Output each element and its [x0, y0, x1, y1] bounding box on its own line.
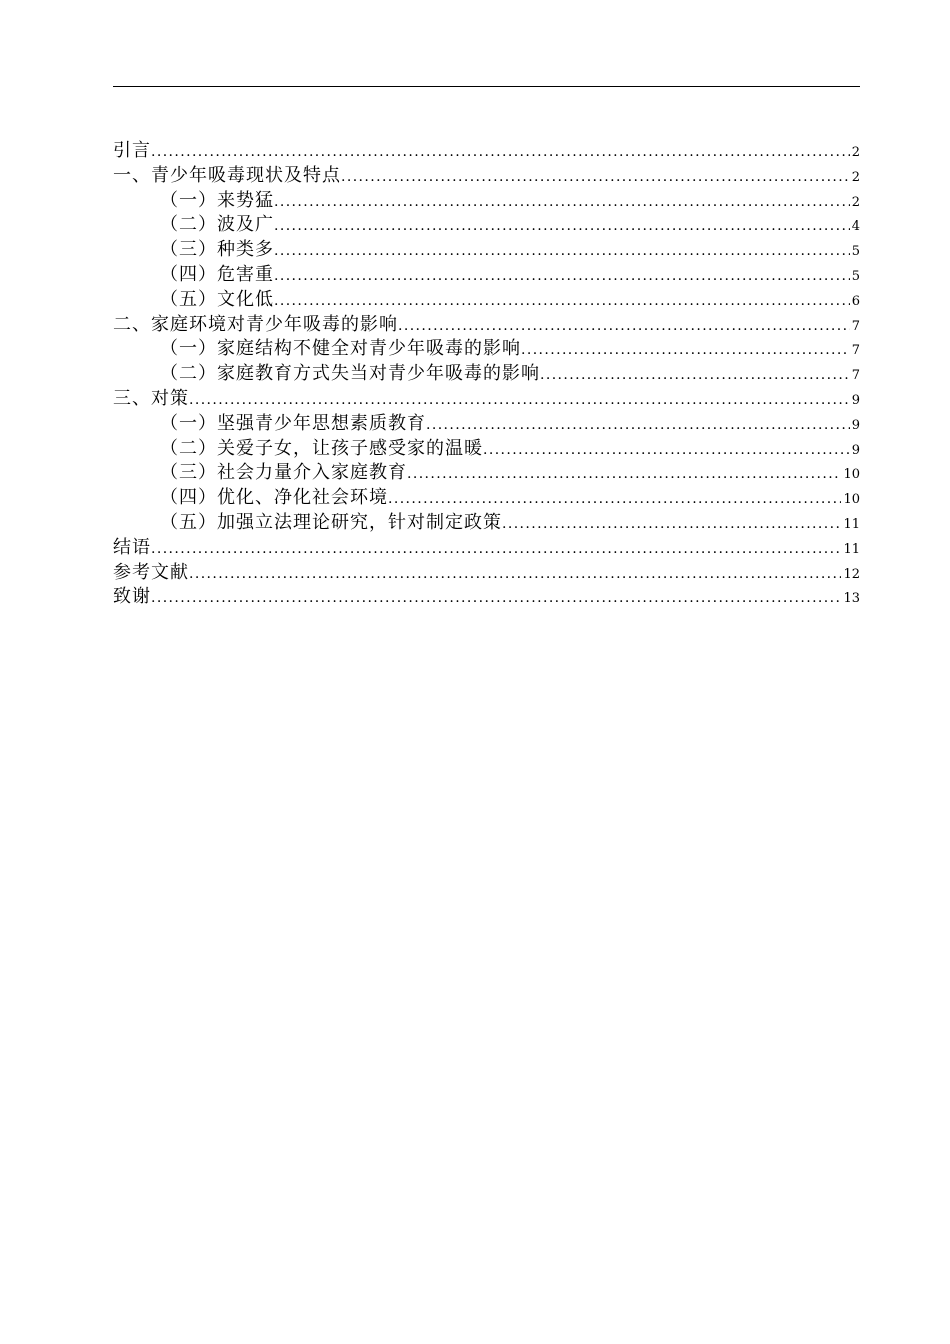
toc-dot-leader: [189, 562, 841, 586]
toc-entry[interactable]: [113, 238, 860, 263]
toc-dot-leader: [483, 438, 850, 462]
toc-entry-label: 致谢: [113, 586, 151, 608]
toc-entry-page-number: 10: [843, 467, 860, 483]
toc-entry-label: （一）来势猛: [160, 189, 274, 211]
toc-entry-label: 参考文献: [113, 561, 189, 583]
toc-entry-label: （三）社会力量介入家庭教育: [160, 462, 407, 484]
toc-dot-leader: [274, 289, 850, 313]
toc-entry[interactable]: [113, 585, 860, 610]
toc-dot-leader: [388, 487, 841, 511]
toc-entry-page-number: 10: [843, 492, 860, 508]
toc-entry[interactable]: [113, 511, 860, 536]
toc-dot-leader: [341, 165, 850, 189]
toc-entry-page-number: 7: [851, 343, 860, 359]
toc-entry-page-number: 11: [843, 516, 860, 532]
toc-entry-label: （五）加强立法理论研究，针对制定政策: [160, 511, 502, 533]
toc-entry-page-number: 2: [851, 194, 860, 210]
toc-entry-label: （四）优化、净化社会环境: [160, 487, 388, 509]
toc-dot-leader: [521, 338, 850, 362]
toc-entry[interactable]: [113, 164, 860, 189]
toc-entry[interactable]: [113, 486, 860, 511]
toc-entry-label: （三）种类多: [160, 239, 274, 261]
toc-entry[interactable]: [113, 536, 860, 561]
toc-entry-page-number: 9: [851, 442, 860, 458]
toc-entry[interactable]: [113, 362, 860, 387]
toc-entry-label: （二）家庭教育方式失当对青少年吸毒的影响: [160, 363, 540, 385]
toc-entry[interactable]: [113, 437, 860, 462]
toc-entry-label: 结语: [113, 536, 151, 558]
toc-dot-leader: [426, 413, 850, 437]
toc-dot-leader: [151, 537, 841, 561]
toc-entry[interactable]: [113, 461, 860, 486]
toc-entry-label: 三、对策: [113, 387, 189, 409]
toc-entry-label: 引言: [113, 140, 151, 161]
table-of-contents: [113, 139, 860, 610]
toc-entry[interactable]: [113, 412, 860, 437]
toc-entry-page-number: 7: [851, 318, 860, 334]
toc-dot-leader: [398, 314, 850, 338]
toc-entry[interactable]: [113, 337, 860, 362]
toc-entry-page-number: 5: [851, 268, 860, 284]
toc-entry-label: 一、青少年吸毒现状及特点: [113, 164, 341, 186]
toc-dot-leader: [540, 363, 850, 387]
toc-dot-leader: [274, 214, 850, 238]
toc-entry-label: （四）危害重: [160, 263, 274, 285]
toc-entry-label: （一）家庭结构不健全对青少年吸毒的影响: [160, 338, 521, 360]
toc-entry[interactable]: [113, 387, 860, 412]
toc-entry[interactable]: [113, 263, 860, 288]
toc-dot-leader: [189, 388, 850, 412]
toc-dot-leader: [274, 264, 850, 288]
toc-entry-page-number: 2: [851, 169, 860, 185]
toc-entry[interactable]: [113, 313, 860, 338]
toc-entry[interactable]: [113, 288, 860, 313]
toc-entry[interactable]: [113, 139, 860, 164]
toc-entry-page-number: 12: [843, 566, 860, 582]
toc-entry-label: 二、家庭环境对青少年吸毒的影响: [113, 313, 398, 335]
toc-entry-page-number: 5: [851, 244, 860, 260]
toc-entry-label: （二）关爱子女，让孩子感受家的温暖: [160, 437, 483, 459]
toc-entry-label: （五）文化低: [160, 288, 274, 310]
toc-dot-leader: [274, 239, 850, 263]
toc-entry-page-number: 6: [851, 293, 860, 309]
toc-dot-leader: [274, 190, 850, 214]
toc-entry-page-number: 2: [851, 145, 860, 160]
toc-entry-page-number: 13: [843, 591, 860, 607]
toc-dot-leader: [407, 462, 841, 486]
toc-entry-page-number: 9: [851, 417, 860, 433]
toc-entry[interactable]: [113, 189, 860, 214]
toc-entry[interactable]: [113, 213, 860, 238]
toc-dot-leader: [502, 512, 841, 536]
toc-entry-page-number: 11: [843, 541, 860, 557]
toc-entry-page-number: 9: [851, 392, 860, 408]
toc-entry-label: （一）坚强青少年思想素质教育: [160, 412, 426, 434]
header-rule: [113, 86, 860, 87]
toc-entry-page-number: 7: [851, 368, 860, 384]
toc-entry[interactable]: [113, 561, 860, 586]
toc-entry-page-number: 4: [851, 219, 860, 235]
toc-entry-label: （二）波及广: [160, 214, 274, 236]
toc-dot-leader: [151, 140, 850, 164]
toc-dot-leader: [151, 586, 841, 610]
